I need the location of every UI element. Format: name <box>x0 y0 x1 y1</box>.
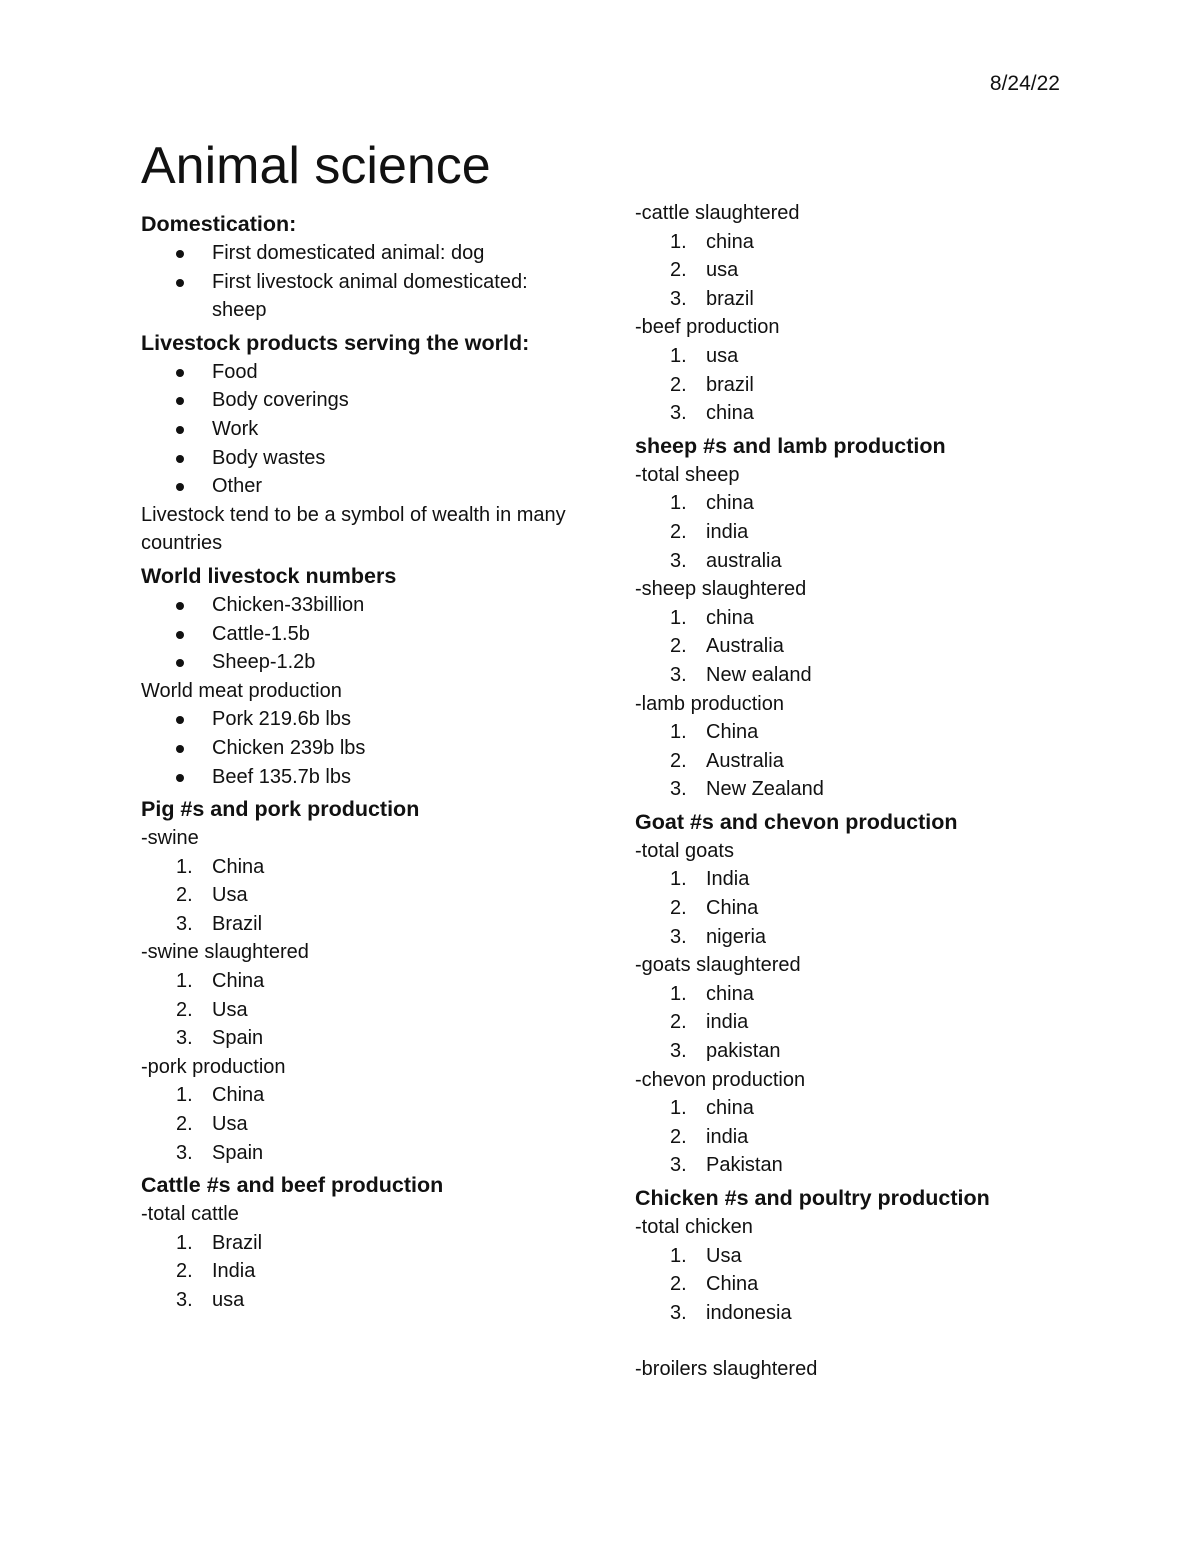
list-number: 2. <box>670 1011 687 1034</box>
list-item-text: india <box>706 520 749 543</box>
group-label: -pork production <box>141 1055 286 1078</box>
list-number: 3. <box>670 402 687 425</box>
list-number: 3. <box>176 1027 193 1050</box>
list-number: 3. <box>176 912 193 935</box>
ranked-list <box>635 1094 1075 1180</box>
list-number: 2. <box>670 1125 687 1148</box>
list-item: Work <box>141 415 581 444</box>
section-heading-products: Livestock products serving the world: <box>141 330 530 355</box>
list-item <box>141 910 581 939</box>
list-item <box>635 547 1075 576</box>
list-item-text: China <box>706 721 759 744</box>
list-item <box>635 342 1075 371</box>
list-item <box>141 1081 581 1110</box>
list-item: Chicken 239b lbs <box>141 734 581 763</box>
list-item-text: India <box>212 1260 256 1283</box>
ranked-list <box>635 865 1075 951</box>
ranked-groups <box>635 199 1075 428</box>
group-label: -total cattle <box>141 1203 239 1226</box>
bullet-list-domestication <box>141 239 581 325</box>
list-item-text: australia <box>706 549 782 572</box>
group-label: -goats slaughtered <box>635 954 801 977</box>
group-label: -total chicken <box>635 1216 753 1238</box>
list-item <box>141 1139 581 1168</box>
group-label: -cattle slaughtered <box>635 202 800 224</box>
group-label: -beef production <box>635 316 780 339</box>
section-heading-pig: Pig #s and pork production <box>141 797 420 822</box>
list-item: Other <box>141 472 581 501</box>
list-item-text: China <box>706 1273 759 1296</box>
list-item-text: china <box>706 606 754 629</box>
list-number: 1. <box>670 230 687 253</box>
list-number: 3. <box>670 1154 687 1177</box>
list-item-text: New ealand <box>706 663 812 686</box>
list-number: 3. <box>176 1141 193 1164</box>
list-item-text: Pakistan <box>706 1154 783 1177</box>
list-item <box>635 1123 1075 1152</box>
list-item <box>635 604 1075 633</box>
list-number: 1. <box>670 982 687 1005</box>
list-item <box>635 489 1075 518</box>
list-item <box>141 1229 581 1258</box>
list-item-text: brazil <box>706 287 754 310</box>
ranked-list <box>635 1242 1075 1328</box>
list-number: 1. <box>670 1097 687 1120</box>
list-item <box>141 1286 581 1315</box>
wealth-note: Livestock tend to be a symbol of wealth in many countries <box>141 503 566 555</box>
list-number: 3. <box>670 1040 687 1063</box>
list-item-text: india <box>706 1125 749 1148</box>
list-item: Body wastes <box>141 444 581 473</box>
page-title: Animal science <box>141 137 491 195</box>
section-heading-numbers: World livestock numbers <box>141 563 397 588</box>
list-number: 2. <box>176 1260 193 1283</box>
group-label: -sheep slaughtered <box>635 578 807 601</box>
group-label: -broilers slaughtered <box>635 1358 818 1381</box>
list-number: 2. <box>670 635 687 658</box>
ranked-list <box>141 853 581 939</box>
ranked-list <box>141 1229 581 1315</box>
list-number: 1. <box>176 1231 193 1254</box>
list-number: 3. <box>670 663 687 686</box>
list-item <box>635 228 1075 257</box>
list-item-text: china <box>706 492 754 515</box>
list-number: 2. <box>670 749 687 772</box>
list-item <box>635 1094 1075 1123</box>
list-number: 2. <box>670 259 687 282</box>
list-item-text: pakistan <box>706 1040 781 1063</box>
date: 8/24/22 <box>989 72 1060 95</box>
list-item-text: india <box>706 1011 749 1034</box>
bullet-list-numbers <box>141 591 581 677</box>
list-number: 2. <box>670 897 687 920</box>
list-item <box>635 285 1075 314</box>
list-item-text: China <box>212 855 265 878</box>
list-item-text: Usa <box>212 1113 248 1136</box>
list-item <box>635 894 1075 923</box>
list-item-text: usa <box>212 1289 245 1311</box>
section-heading-cattle: Cattle #s and beef production <box>141 1173 444 1198</box>
list-item-text: Brazil <box>212 1231 263 1254</box>
list-item <box>141 881 581 910</box>
group-label: -total sheep <box>635 463 740 486</box>
list-item-text: china <box>706 402 754 425</box>
right-column <box>635 199 1075 1384</box>
list-number: 2. <box>176 1113 193 1136</box>
list-item-text: New Zealand <box>706 778 824 801</box>
list-number: 3. <box>670 549 687 572</box>
list-number: 1. <box>670 868 687 891</box>
left-column <box>141 206 581 1315</box>
list-item: Chicken-33billion <box>141 591 581 620</box>
group-label: -chevon production <box>635 1068 806 1091</box>
ranked-list <box>141 1081 581 1167</box>
list-item <box>635 747 1075 776</box>
list-item: Food <box>141 358 581 387</box>
list-item <box>635 1242 1075 1271</box>
list-number: 3. <box>670 287 687 310</box>
list-number: 1. <box>670 721 687 744</box>
list-number: 3. <box>176 1289 193 1311</box>
section-heading-goat: Goat #s and chevon production <box>635 809 958 834</box>
list-number: 1. <box>670 344 687 367</box>
list-item-text: china <box>706 982 754 1005</box>
section-heading-sheep: sheep #s and lamb production <box>635 433 946 458</box>
list-item <box>635 399 1075 428</box>
list-item <box>635 1270 1075 1299</box>
section-heading-chicken: Chicken #s and poultry production <box>635 1186 990 1210</box>
ranked-list <box>635 489 1075 575</box>
list-item-text: china <box>706 230 754 253</box>
ranked-list <box>635 604 1075 690</box>
list-item-text: Usa <box>212 998 248 1021</box>
list-item <box>635 1299 1075 1328</box>
group-label: -swine slaughtered <box>141 941 309 964</box>
list-item-text: brazil <box>706 373 754 396</box>
ranked-list <box>635 980 1075 1066</box>
list-item: Pork 219.6b lbs <box>141 705 581 734</box>
ranked-list <box>635 342 1075 428</box>
list-item <box>635 775 1075 804</box>
ranked-list <box>141 967 581 1053</box>
group-label: -total goats <box>635 839 734 862</box>
list-number: 2. <box>670 373 687 396</box>
list-number: 1. <box>670 492 687 515</box>
list-item-text: China <box>706 897 759 920</box>
list-item: First domesticated animal: dog <box>141 239 581 268</box>
meat-production-label: World meat production <box>141 679 342 702</box>
list-number: 2. <box>670 520 687 543</box>
list-number: 1. <box>176 855 193 878</box>
list-number: 2. <box>176 998 193 1021</box>
list-number: 1. <box>670 606 687 629</box>
list-item-text: indonesia <box>706 1301 792 1324</box>
list-number: 1. <box>176 1084 193 1107</box>
ranked-groups <box>141 824 581 1167</box>
list-item-text: China <box>212 970 265 993</box>
group-label: -swine <box>141 827 199 850</box>
list-item <box>635 661 1075 690</box>
ranked-groups <box>635 461 1075 804</box>
list-item: Cattle-1.5b <box>141 620 581 649</box>
list-item <box>635 980 1075 1009</box>
group-label: -lamb production <box>635 692 784 715</box>
list-item <box>141 1110 581 1139</box>
list-item <box>141 996 581 1025</box>
list-item <box>141 967 581 996</box>
list-item-text: Australia <box>706 749 784 772</box>
list-item <box>635 718 1075 747</box>
list-number: 3. <box>670 1301 687 1324</box>
list-item: Body coverings <box>141 386 581 415</box>
list-item <box>635 256 1075 285</box>
list-item-text: usa <box>706 259 739 282</box>
list-item <box>635 1008 1075 1037</box>
list-item <box>635 923 1075 952</box>
bullet-list-products <box>141 358 581 501</box>
list-item-text: Spain <box>212 1027 264 1050</box>
list-item-text: India <box>706 868 750 891</box>
list-item <box>141 853 581 882</box>
list-item-text: Australia <box>706 635 784 658</box>
list-item <box>635 371 1075 400</box>
list-item <box>635 865 1075 894</box>
list-item-text: usa <box>706 344 739 367</box>
list-item <box>635 1037 1075 1066</box>
list-number: 3. <box>670 925 687 948</box>
list-item-text: Usa <box>706 1244 742 1267</box>
list-number: 2. <box>176 884 193 907</box>
list-item-text: Brazil <box>212 912 263 935</box>
list-item <box>635 1151 1075 1180</box>
list-item <box>141 1257 581 1286</box>
ranked-groups <box>635 1213 1075 1327</box>
list-item-text: china <box>706 1097 754 1120</box>
spacer <box>635 1327 1075 1355</box>
list-item <box>141 1024 581 1053</box>
section-heading-domestication: Domestication: <box>141 212 297 236</box>
list-item: Beef 135.7b lbs <box>141 763 581 792</box>
list-item-text: nigeria <box>706 925 767 948</box>
list-item <box>635 632 1075 661</box>
list-item: First livestock animal domesticated: sheep <box>141 268 581 325</box>
bullet-list-meat <box>141 705 581 791</box>
ranked-groups <box>635 837 1075 1180</box>
ranked-groups <box>141 1200 581 1314</box>
list-item <box>635 518 1075 547</box>
list-item: Sheep-1.2b <box>141 648 581 677</box>
ranked-list <box>635 718 1075 804</box>
list-number: 2. <box>670 1273 687 1296</box>
list-item-text: China <box>212 1084 265 1107</box>
list-number: 1. <box>176 970 193 993</box>
list-item-text: Spain <box>212 1141 264 1164</box>
ranked-list <box>635 228 1075 314</box>
list-number: 1. <box>670 1244 687 1267</box>
list-number: 3. <box>670 778 687 801</box>
list-item-text: Usa <box>212 884 248 907</box>
